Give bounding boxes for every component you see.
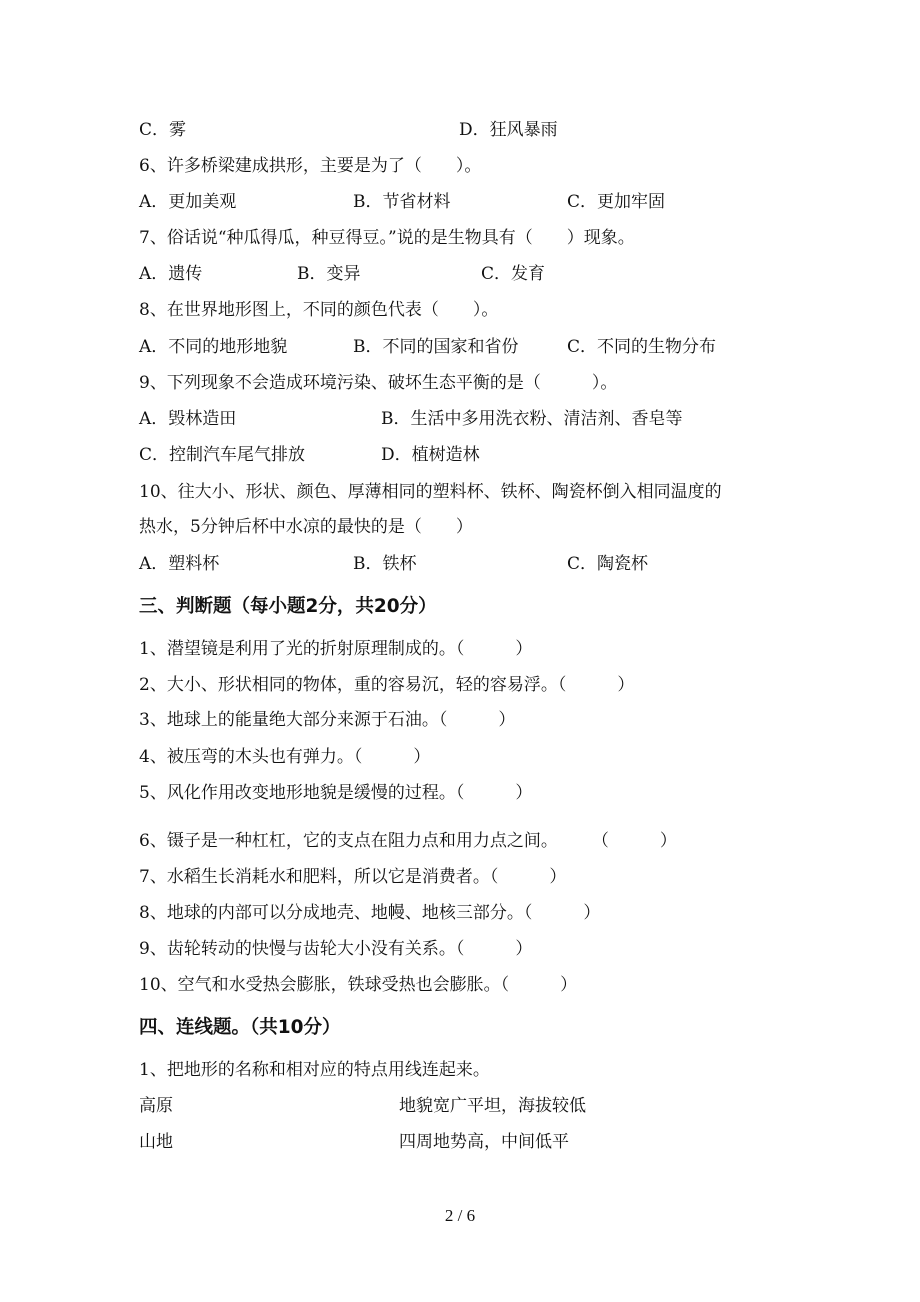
page-number: 2 / 6 xyxy=(444,1206,476,1225)
q10-stem-line1: 10、往大小、形状、颜色、厚薄相同的塑料杯、铁杯、陶瓷杯倒入相同温度的 xyxy=(139,482,722,502)
judge-item-10: 10、空气和水受热会膨胀，铁球受热也会膨胀。（ ） xyxy=(139,975,578,995)
q10-stem-line2: 热水，5分钟后杯中水凉的最快的是（ ） xyxy=(139,517,473,537)
q6-stem: 6、许多桥梁建成拱形，主要是为了（ ）。 xyxy=(139,156,482,176)
matching-right-2: 四周地势高，中间低平 xyxy=(399,1132,569,1152)
q10-option-b: B．铁杯 xyxy=(353,554,417,574)
q7-option-b: B．变异 xyxy=(297,264,361,284)
q9-option-c: C．控制汽车尾气排放 xyxy=(139,445,306,465)
matching-left-1: 高原 xyxy=(139,1096,173,1116)
matching-right-1: 地貌宽广平坦，海拔较低 xyxy=(399,1096,586,1116)
q6-option-a: A．更加美观 xyxy=(139,192,237,212)
q10-option-c: C．陶瓷杯 xyxy=(567,554,649,574)
matching-left-2: 山地 xyxy=(139,1132,173,1152)
judge-item-5: 5、风化作用改变地形地貌是缓慢的过程。（ ） xyxy=(139,783,533,803)
q9-option-b: B．生活中多用洗衣粉、清洁剂、香皂等 xyxy=(381,409,683,429)
matching-prompt: 1、把地形的名称和相对应的特点用线连起来。 xyxy=(139,1060,490,1080)
q9-stem: 9、下列现象不会造成环境污染、破坏生态平衡的是（ ）。 xyxy=(139,373,618,393)
q7-option-a: A．遗传 xyxy=(139,264,203,284)
judge-item-1: 1、潜望镜是利用了光的折射原理制成的。（ ） xyxy=(139,639,533,659)
section3-title: 三、判断题（每小题2分，共20分） xyxy=(139,596,437,617)
watermark: zixin.com.cn xyxy=(470,605,833,670)
q8-stem: 8、在世界地形图上，不同的颜色代表（ ）。 xyxy=(139,300,499,320)
q8-option-b: B．不同的国家和省份 xyxy=(353,337,519,357)
judge-item-3: 3、地球上的能量绝大部分来源于石油。（ ） xyxy=(139,710,516,730)
q5-option-d: D．狂风暴雨 xyxy=(459,120,558,140)
q6-option-c: C．更加牢固 xyxy=(567,192,666,212)
q10-option-a: A．塑料杯 xyxy=(139,554,220,574)
q6-option-b: B．节省材料 xyxy=(353,192,451,212)
judge-item-8: 8、地球的内部可以分成地壳、地幔、地核三部分。（ ） xyxy=(139,903,601,923)
q8-option-c: C．不同的生物分布 xyxy=(567,337,717,357)
judge-item-6: 6、镊子是一种杠杠，它的支点在阻力点和用力点之间。 （ ） xyxy=(139,831,677,851)
judge-item-9: 9、齿轮转动的快慢与齿轮大小没有关系。（ ） xyxy=(139,939,533,959)
judge-item-7: 7、水稻生长消耗水和肥料，所以它是消费者。（ ） xyxy=(139,867,567,887)
judge-item-2: 2、大小、形状相同的物体，重的容易沉，轻的容易浮。（ ） xyxy=(139,675,635,695)
section4-title: 四、连线题。（共10分） xyxy=(139,1017,341,1038)
judge-item-4: 4、被压弯的木头也有弹力。（ ） xyxy=(139,747,431,767)
q8-option-a: A．不同的地形地貌 xyxy=(139,337,288,357)
q9-option-a: A．毁林造田 xyxy=(139,409,237,429)
q7-stem: 7、俗话说“种瓜得瓜，种豆得豆。”说的是生物具有（ ）现象。 xyxy=(139,228,635,248)
q9-option-d: D．植树造林 xyxy=(381,445,480,465)
q5-option-c: C．雾 xyxy=(139,120,187,140)
q7-option-c: C．发育 xyxy=(481,264,546,284)
